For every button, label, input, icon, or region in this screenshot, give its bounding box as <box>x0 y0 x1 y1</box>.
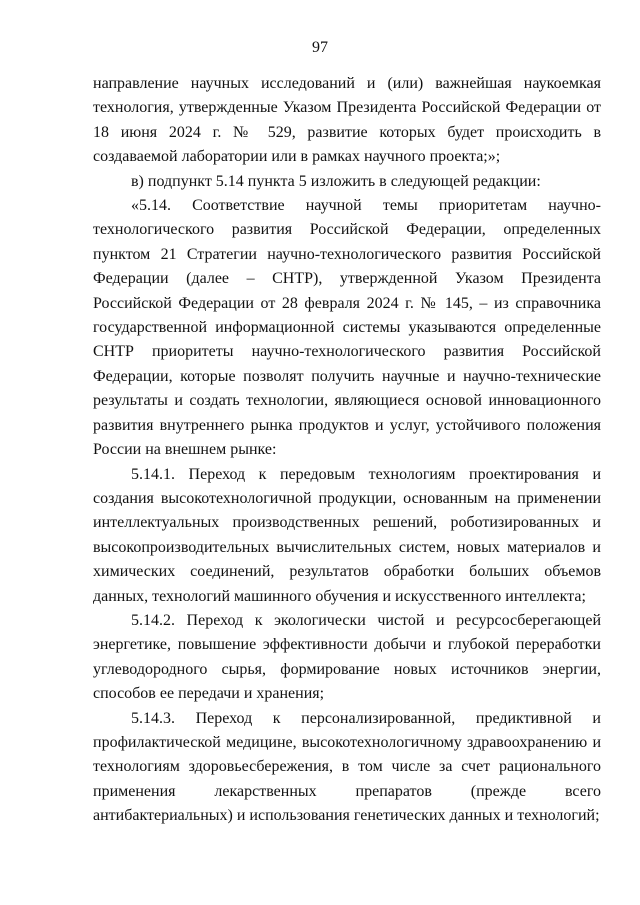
page-number: 97 <box>312 39 328 56</box>
paragraph-5-14-2: 5.14.2. Переход к экологически чистой и ресурсосберегающей энергетике, повышение эффективности добычи и глубокой переработки углеводородного сырья, формирование новых источников энергии, способов ее передачи и хранения; <box>93 611 601 703</box>
paragraph-subclause-v: в) подпункт 5.14 пункта 5 изложить в следующей редакции: <box>131 172 541 190</box>
paragraph-5-14: «5.14. Соответствие научной темы приоритетам научно-технологического развития Российской Федерации, определенных пунктом 21 Стратегии научно-технологического развития Российской Федерации (далее – СНТР), утвержденной Указом Президента Российской Федерации от 28 февраля 2024 г. № 145, – из справочника государственной информационной системы указываются определенные СНТР приоритеты научно-технологического развития Российской Федерации, которые позволят получить научные и научно-технические результаты и создать технологии, являющиеся основой инновационного развития внутреннего рынка продуктов и услуг, устойчивого положения России на внешнем рынке: <box>93 197 601 459</box>
document-body <box>93 72 601 829</box>
paragraph-5-14-3: 5.14.3. Переход к персонализированной, предиктивной и профилактической медицине, высокотехнологичному здравоохранению и технологиям здоровьесбережения, в том числе за счет рационального применения лекарственных препаратов (прежде всего антибактериальных) и использования генетических данных и технологий; <box>93 709 601 825</box>
paragraph-5-14-1: 5.14.1. Переход к передовым технологиям проектирования и создания высокотехнологичной продукции, основанным на применении интеллектуальных производственных решений, роботизированных и высокопроизводительных вычислительных систем, новых материалов и химических соединений, результатов обработки больших объемов данных, технологий машинного обучения и искусственного интеллекта; <box>93 465 601 605</box>
paragraph-continuation: направление научных исследований и (или) важнейшая наукоемкая технология, утвержденные Указом Президента Российской Федерации от 18 июня 2024 г. № 529, развитие которых будет происходить в создаваемой лаборатории или в рамках научного проекта;»; <box>93 75 601 166</box>
